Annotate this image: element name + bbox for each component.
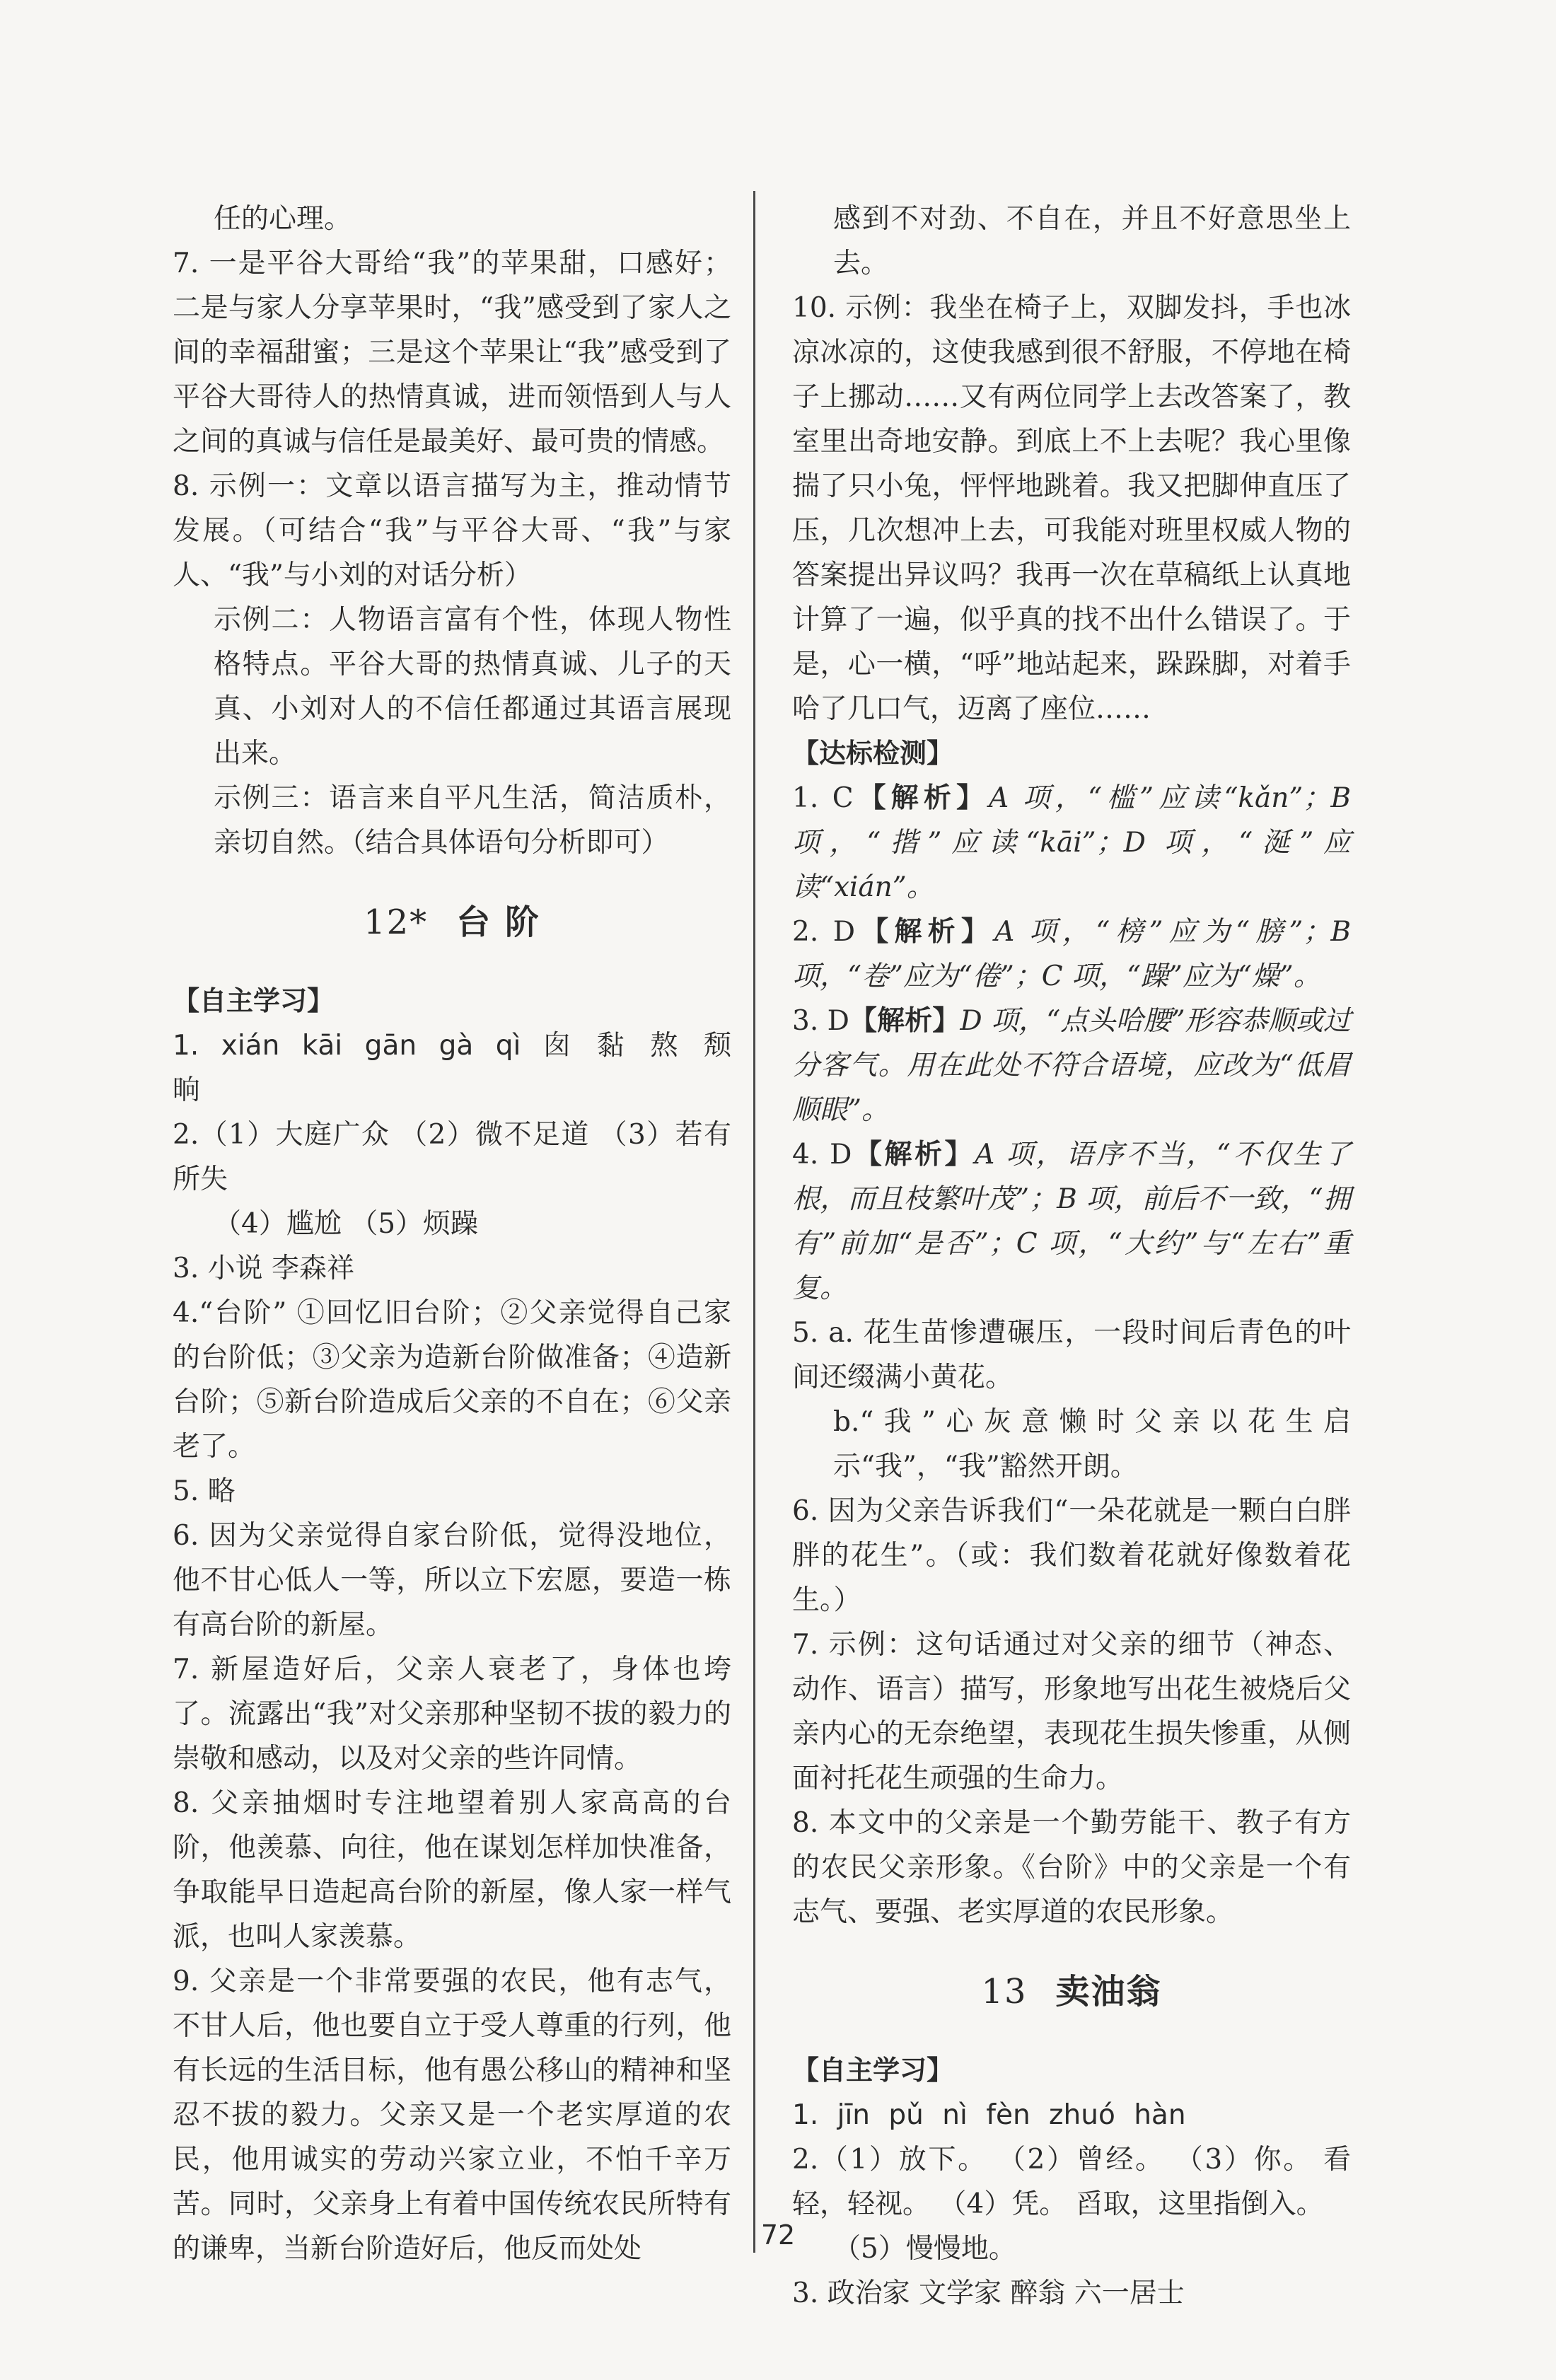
section-heading-self-study: 【自主学习】 xyxy=(792,2055,954,2086)
answer-13-2-cont: （5）慢慢地。 xyxy=(833,2233,1016,2265)
analysis-tag: 【解析】 xyxy=(849,1005,960,1037)
answer-10: 10. 示例：我坐在椅子上，双脚发抖，手也冰凉冰凉的，这使我感到很不舒服，不停地在椅子上挪动……又有两位同学上去改答案了，教室里出奇地安静。到底上不上去呢？我心里像揣了只小兔，怦怦地跳着。我又把脚伸直压了压，几次想冲上去，可我能对班里权威人物的答案提出异议吗？我再一次在草稿纸上认真地计算了一遍，似乎真的找不出什么错误了。于是，心一横，“呼”地站起来，跺跺脚，对着手哈了几口气，迈离了座位…… xyxy=(792,292,1351,725)
test-answer-5a: 5. a. 花生苗惨遭碾压，一段时间后青色的叶间还缀满小黄花。 xyxy=(792,1317,1351,1393)
answer-13-2: 2.（1）放下。 （2）曾经。 （3）你。 看轻，轻视。 （4）凭。 舀取，这里指倒入。 xyxy=(792,2144,1351,2220)
answer-8: 8. 父亲抽烟时专注地望着别人家高高的台阶，他羡慕、向往，他在谋划怎样加快准备，争取能早日造起高台阶的新屋，像人家一样气派，也叫人家羡慕。 xyxy=(173,1787,731,1953)
test-answer-2-choice: 2. D xyxy=(792,916,856,948)
test-answer-2 xyxy=(792,910,1351,999)
analysis-tag: 【解析】 xyxy=(855,916,995,948)
answer-8-example-1: 8. 示例一：文章以语言描写为主，推动情节发展。（可结合“我”与平谷大哥、“我”与家人、“我”与小刘的对话分析） xyxy=(173,470,731,591)
answer-6-continued: 任的心理。 xyxy=(214,203,352,235)
answer-5: 5. 略 xyxy=(173,1475,236,1507)
test-answer-3-analysis: D 项，“点头哈腰”形容恭顺或过分客气。用在此处不符合语境，应改为“低眉顺眼”。 xyxy=(792,1005,1351,1126)
answer-3: 3. 小说 李森祥 xyxy=(173,1253,355,1284)
page-number: 72 xyxy=(760,2219,796,2251)
section-heading-test: 【达标检测】 xyxy=(792,738,954,769)
test-answer-1-choice: 1. C xyxy=(792,782,854,814)
answer-4: 4.“台阶” ①回忆旧台阶；②父亲觉得自己家的台阶低；③父亲为造新台阶做准备；④造新台阶；⑤新台阶造成后父亲的不自在；⑥父亲老了。 xyxy=(173,1297,731,1463)
analysis-tag: 【解析】 xyxy=(852,1139,975,1171)
answer-2-line-1: 2.（1）大庭广众 （2）微不足道 （3）若有所失 xyxy=(173,1119,731,1195)
analysis-tag: 【解析】 xyxy=(853,782,989,814)
test-answer-4-analysis: A 项，语序不当，“不仅生了根，而且枝繁叶茂”；B 项，前后不一致，“拥有”前加“是否”；C 项，“大约”与“左右”重复。 xyxy=(792,1139,1351,1304)
test-answer-3-choice: 3. D xyxy=(792,1005,849,1037)
right-column xyxy=(792,197,1351,2316)
chapter-number: 13 xyxy=(981,1972,1028,2012)
chapter-title: 卖油翁 xyxy=(1055,1972,1162,2012)
chapter-13-heading xyxy=(792,1970,1351,2014)
answer-8-example-3: 示例三：语言来自平凡生活，简洁质朴，亲切自然。（结合具体语句分析即可） xyxy=(214,782,731,859)
answer-9-continued: 感到不对劲、不自在，并且不好意思坐上去。 xyxy=(833,203,1351,279)
test-answer-7: 7. 示例：这句话通过对父亲的细节（神态、动作、语言）描写，形象地写出花生被烧后父亲内心的无奈绝望，表现花生损失惨重，从侧面衬托花生顽强的生命力。 xyxy=(792,1629,1351,1794)
test-answer-4-choice: 4. D xyxy=(792,1139,852,1171)
column-divider xyxy=(753,191,755,2253)
chapter-title: 台 阶 xyxy=(456,902,540,942)
chapter-12-heading xyxy=(173,900,731,945)
answer-8-example-2: 示例二：人物语言富有个性，体现人物性格特点。平谷大哥的热情真诚、儿子的天真、小刘对人的不信任都通过其语言展现出来。 xyxy=(214,604,731,770)
answer-9: 9. 父亲是一个非常要强的农民，他有志气，不甘人后，他也要自立于受人尊重的行列，他有长远的生活目标，他有愚公移山的精神和坚忍不拔的毅力。父亲又是一个老实厚道的农民，他用诚实的劳动兴家立业，不怕千辛万苦。同时，父亲身上有着中国传统农民所特有的谦卑，当新台阶造好后，他反而处处 xyxy=(173,1966,731,2265)
chapter-number: 12* xyxy=(364,902,429,942)
answer-6: 6. 因为父亲觉得自家台阶低，觉得没地位，他不甘心低人一等，所以立下宏愿，要造一栋有高台阶的新屋。 xyxy=(173,1520,731,1641)
answer-13-3: 3. 政治家 文学家 醉翁 六一居士 xyxy=(792,2277,1185,2309)
answer-7b: 7. 新屋造好后，父亲人衰老了，身体也垮了。流露出“我”对父亲那种坚韧不拔的毅力的崇敬和感动，以及对父亲的些许同情。 xyxy=(173,1654,731,1775)
answer-7: 7. 一是平谷大哥给“我”的苹果甜，口感好；二是与家人分享苹果时，“我”感受到了家人之间的幸福甜蜜；三是这个苹果让“我”感受到了平谷大哥待人的热情真诚，进而领悟到人与人之间的真诚与信任是最美好、最可贵的情感。 xyxy=(173,248,731,458)
section-heading-self-study: 【自主学习】 xyxy=(173,985,335,1016)
test-answer-8: 8. 本文中的父亲是一个勤劳能干、教子有方的农民父亲形象。《台阶》中的父亲是一个有志气、要强、老实厚道的农民形象。 xyxy=(792,1807,1351,1928)
answer-2-line-2: （4）尴尬 （5）烦躁 xyxy=(214,1208,479,1240)
left-column xyxy=(173,197,731,2271)
answer-13-1: 1. jīn pǔ nì fèn zhuó hàn xyxy=(792,2099,1186,2131)
test-answer-1 xyxy=(792,776,1351,910)
answer-1: 1. xián kāi gān gà qì 囱 黏 熬 颓 晌 xyxy=(173,1030,731,1106)
test-answer-2-analysis: A 项，“榜”应为“膀”；B 项，“卷”应为“倦”；C 项，“躁”应为“燥”。 xyxy=(792,916,1351,992)
test-answer-4 xyxy=(792,1132,1351,1311)
test-answer-6: 6. 因为父亲告诉我们“一朵花就是一颗白白胖胖的花生”。（或：我们数着花就好像数着花生。） xyxy=(792,1495,1351,1616)
test-answer-5b: b.“我”心灰意懒时父亲以花生启示“我”，“我”豁然开朗。 xyxy=(833,1406,1351,1482)
test-answer-3 xyxy=(792,999,1351,1132)
test-answer-1-analysis: A 项，“槛”应读“kǎn”；B 项，“揩”应读“kāi”；D 项，“涎”应读“xián”。 xyxy=(792,782,1351,903)
